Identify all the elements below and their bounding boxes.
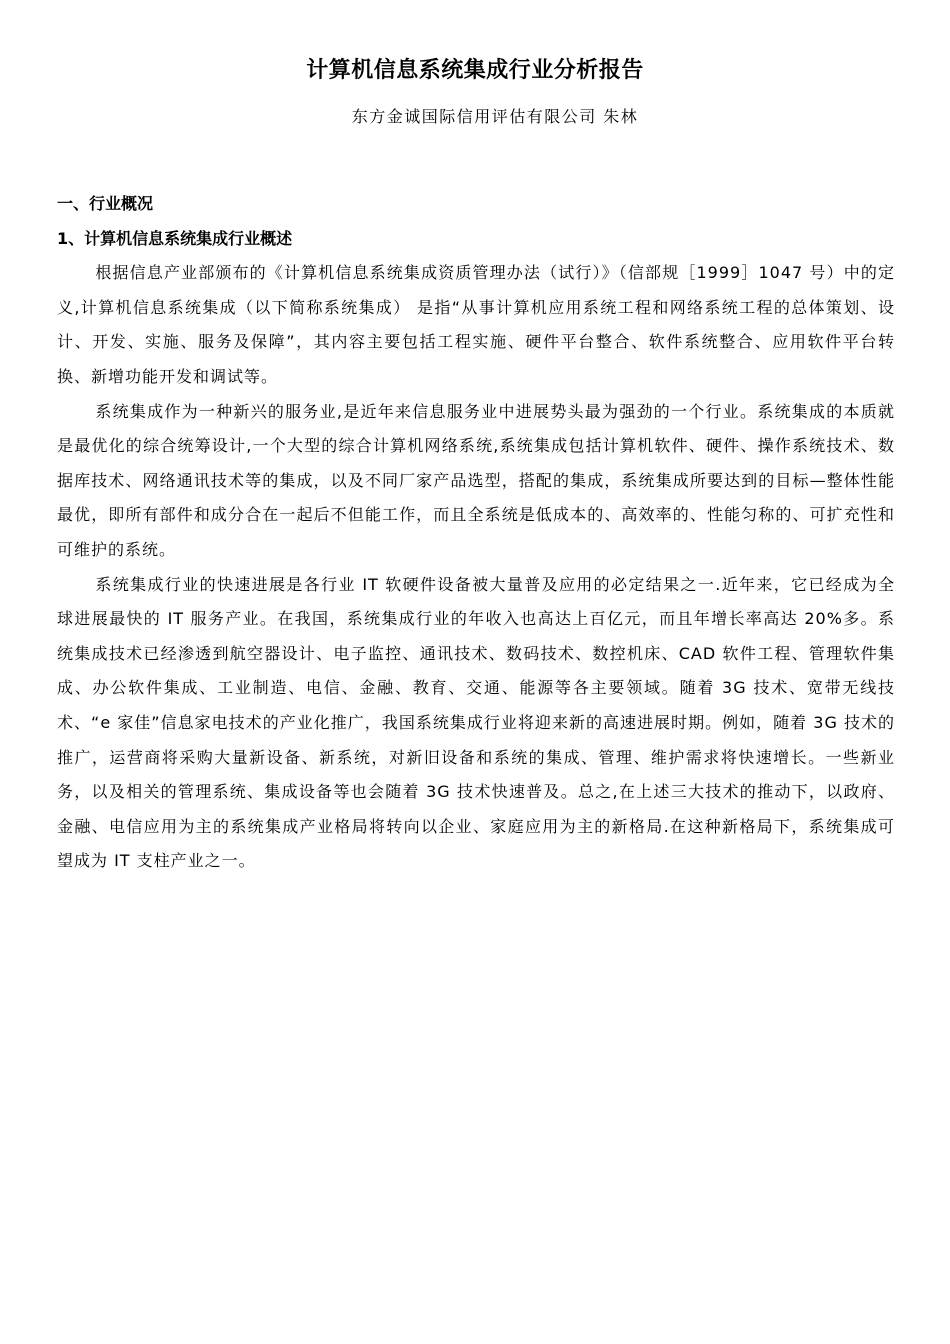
section-heading: 一、行业概况 (57, 194, 154, 213)
document-author: 东方金诚国际信用评估有限公司 朱林 (351, 107, 639, 126)
paragraph: 系统集成作为一种新兴的服务业,是近年来信息服务业中进展势头最为强劲的一个行业。系统集成的本质就是最优化的综合统筹设计,一个大型的综合计算机网络系统,系统集成包括计算机软件、硬件、操作系统技术、数据库技术、网络通讯技术等的集成，以及不同厂家产品选型，搭配的集成，系统集成所要达到的目标—整体性能最优，即所有部件和成分合在一起后不但能工作，而且全系统是低成本的、高效率的、性能匀称的、可扩充性和可维护的系统。 (57, 401, 895, 559)
document-body (57, 187, 895, 879)
subsection-heading: 1、计算机信息系统集成行业概述 (57, 228, 293, 248)
paragraph: 根据信息产业部颁布的《计算机信息系统集成资质管理办法（试行）》（信部规［1999］1047 号）中的定义,计算机信息系统集成（以下简称系统集成） 是指“从事计算机应用系统工程和网络系统工程的总体策划、设计、开发、实施、服务及保障”，其内容主要包括工程实施、硬件平台整合、软件系统整合、应用软件平台转换、新增功能开发和调试等。 (57, 263, 895, 386)
paragraph: 系统集成行业的快速进展是各行业 IT 软硬件设备被大量普及应用的必定结果之一.近年来，它已经成为全球进展最快的 IT 服务产业。在我国，系统集成行业的年收入也高达上百亿元，而且年增长率高达 20%多。系统集成技术已经渗透到航空器设计、电子监控、通讯技术、数码技术、数控机床、CAD 软件工程、管理软件集成、办公软件集成、工业制造、电信、金融、教育、交通、能源等各主要领域。随着 3G 技术、宽带无线技术、“e 家佳”信息家电技术的产业化推广，我国系统集成行业将迎来新的高速进展时期。例如，随着 3G 技术的推广，运营商将采购大量新设备、新系统，对新旧设备和系统的集成、管理、维护需求将快速增长。一些新业务，以及相关的管理系统、集成设备等也会随着 3G 技术快速普及。总之,在上述三大技术的推动下，以政府、金融、电信应用为主的系统集成产业格局将转向以企业、家庭应用为主的新格局.在这种新格局下，系统集成可望成为 IT 支柱产业之一。 (57, 574, 895, 871)
document-title: 计算机信息系统集成行业分析报告 (306, 58, 644, 83)
